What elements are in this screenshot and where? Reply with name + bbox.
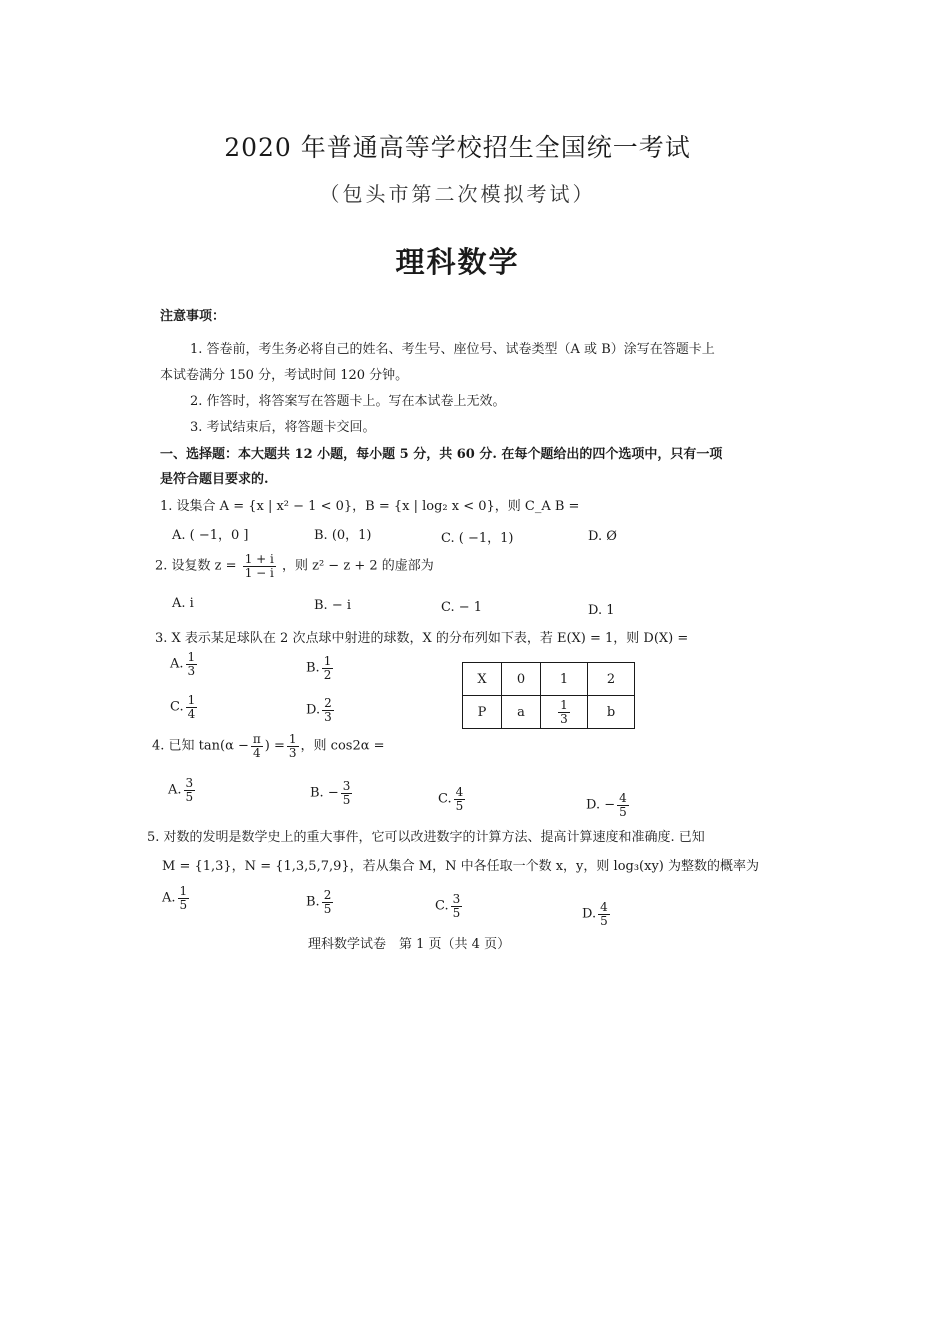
question-2-option-d: D. 1 — [588, 603, 615, 618]
question-3-option-b: B. $\frac{1}{2}$ — [306, 654, 332, 682]
table-cell: 1 — [541, 663, 588, 696]
question-1-option-b: B. (0，1) — [314, 528, 372, 543]
question-2-option-b: B. − i — [314, 598, 352, 613]
question-4-option-c: C. $\frac{4}{5}$ — [438, 785, 464, 813]
question-2-stem: 2. 设复数 z = $\frac{1 + i}{1 - i}$ ，则 z² − z + 2 的虚部为 — [155, 552, 434, 580]
question-4-option-a: A. $\frac{3}{5}$ — [168, 776, 194, 804]
question-1-option-d: D. Ø — [588, 529, 617, 544]
table-cell: 0 — [502, 663, 541, 696]
note-2: 2. 作答时，将答案写在答题卡上。写在本试卷上无效。 — [190, 394, 506, 409]
exam-title: 2020 年普通高等学校招生全国统一考试 — [224, 133, 691, 162]
note-1-line-1: 1. 答卷前，考生务必将自己的姓名、考生号、座位号、试卷类型（A 或 B）涂写在答题卡上 — [190, 342, 715, 357]
distribution-table — [462, 662, 635, 729]
page-footer: 理科数学试卷 第 1 页（共 4 页） — [308, 937, 511, 952]
table-cell: 2 — [588, 663, 635, 696]
subject-title: 理科数学 — [395, 245, 520, 279]
question-1-stem: 1. 设集合 A = {x | x² − 1 < 0}，B = {x | log₂ x < 0}，则 C_A B = — [160, 499, 580, 514]
table-cell: a — [502, 696, 541, 729]
table-row — [463, 663, 635, 696]
question-3-option-d: D. $\frac{2}{3}$ — [306, 696, 332, 724]
note-1-line-2: 本试卷满分 150 分，考试时间 120 分钟。 — [160, 368, 409, 383]
question-4-option-b: B. − $\frac{3}{5}$ — [310, 779, 351, 807]
section-1-heading: 一、选择题：本大题共 12 小题，每小题 5 分，共 60 分. 在每个题给出的四个选项中，只有一项 — [160, 447, 723, 462]
table-cell: $\frac{1}{3}$ — [541, 696, 588, 729]
question-4-option-d: D. − $\frac{4}{5}$ — [586, 791, 627, 819]
question-5-line-2: M = {1,3}，N = {1,3,5,7,9}，若从集合 M，N 中各任取一个数 x，y，则 log₃(xy) 为整数的概率为 — [162, 859, 760, 874]
question-3-option-a: A. $\frac{1}{3}$ — [170, 650, 196, 678]
question-3-stem: 3. X 表示某足球队在 2 次点球中射进的球数，X 的分布列如下表，若 E(X) = 1，则 D(X) = — [155, 631, 689, 646]
fraction: $\frac{1 + i}{1 - i}$ — [244, 552, 274, 580]
table-cell: b — [588, 696, 635, 729]
notes-heading: 注意事项： — [160, 309, 226, 324]
table-cell: P — [463, 696, 502, 729]
question-1-option-c: C. ( −1，1) — [441, 531, 514, 546]
note-3: 3. 考试结束后，将答题卡交回。 — [190, 420, 376, 435]
section-1-heading-cont: 是符合题目要求的. — [160, 472, 269, 487]
question-2-option-c: C. − 1 — [441, 600, 483, 615]
question-4-stem: 4. 已知 tan(α − $\frac{\pi}{4}$ ) = $\frac{1}{3}$ ，则 cos2α = — [152, 732, 385, 760]
table-cell: X — [463, 663, 502, 696]
table-row — [463, 696, 635, 729]
question-5-option-d: D. $\frac{4}{5}$ — [582, 900, 608, 928]
question-5-option-a: A. $\frac{1}{5}$ — [162, 884, 188, 912]
question-5-line-1: 5. 对数的发明是数学史上的重大事件，它可以改进数字的计算方法、提高计算速度和准确度. 已知 — [147, 830, 705, 845]
question-5-option-c: C. $\frac{3}{5}$ — [435, 892, 461, 920]
exam-subtitle: （包头市第二次模拟考试） — [319, 182, 596, 206]
question-1-option-a: A. ( −1，0 ] — [172, 528, 249, 543]
question-3-option-c: C. $\frac{1}{4}$ — [170, 693, 196, 721]
question-5-option-b: B. $\frac{2}{5}$ — [306, 888, 332, 916]
question-2-option-a: A. i — [172, 596, 194, 611]
